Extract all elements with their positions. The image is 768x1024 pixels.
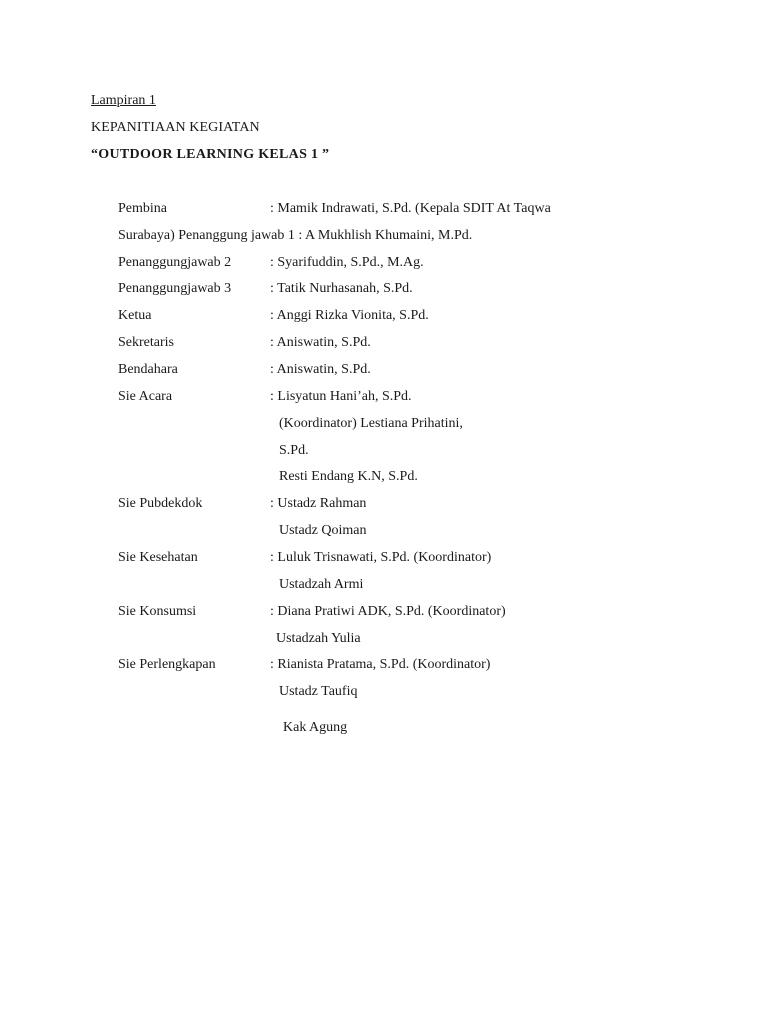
role-value: : Aniswatin, S.Pd.: [270, 335, 371, 350]
member-name: Ustadzah Yulia: [276, 631, 361, 646]
member-name: S.Pd.: [279, 443, 309, 458]
role-label: Penanggungjawab 2: [118, 255, 232, 270]
role-value: : Tatik Nurhasanah, S.Pd.: [270, 281, 413, 296]
member-name: (Koordinator) Lestiana Prihatini,: [279, 416, 463, 431]
role-value: : Anggi Rizka Vionita, S.Pd.: [270, 308, 429, 323]
role-value: : Diana Pratiwi ADK, S.Pd. (Koordinator): [270, 604, 506, 619]
wrapped-line: Surabaya) Penanggung jawab 1 : A Mukhlish Khumaini, M.Pd.: [118, 228, 473, 243]
event-title: “OUTDOOR LEARNING KELAS 1 ”: [91, 147, 330, 162]
role-value: : Ustadz Rahman: [270, 496, 367, 511]
role-value: : Aniswatin, S.Pd.: [270, 362, 371, 377]
role-value: : Luluk Trisnawati, S.Pd. (Koordinator): [270, 550, 492, 565]
role-value: : Rianista Pratama, S.Pd. (Koordinator): [270, 657, 491, 672]
role-label: Pembina: [118, 201, 167, 216]
role-label: Sie Konsumsi: [118, 604, 197, 619]
role-label: Bendahara: [118, 362, 178, 377]
member-name: Ustadzah Armi: [279, 577, 364, 592]
role-label: Sie Acara: [118, 389, 173, 404]
member-name: Ustadz Taufiq: [279, 684, 358, 699]
appendix-label: Lampiran 1: [91, 93, 156, 108]
role-value: : Mamik Indrawati, S.Pd. (Kepala SDIT At Taqwa: [270, 201, 551, 216]
document-title: KEPANITIAAN KEGIATAN: [91, 120, 260, 135]
role-label: Sekretaris: [118, 335, 174, 350]
role-value: : Lisyatun Hani’ah, S.Pd.: [270, 389, 412, 404]
member-name: Ustadz Qoiman: [279, 523, 367, 538]
role-label: Sie Perlengkapan: [118, 657, 216, 672]
role-value: : Syarifuddin, S.Pd., M.Ag.: [270, 255, 424, 270]
role-label: Sie Kesehatan: [118, 550, 198, 565]
member-name: Resti Endang K.N, S.Pd.: [279, 469, 418, 484]
role-label: Ketua: [118, 308, 152, 323]
role-label: Penanggungjawab 3: [118, 281, 232, 296]
role-label: Sie Pubdekdok: [118, 496, 203, 511]
member-name: Kak Agung: [283, 720, 348, 735]
